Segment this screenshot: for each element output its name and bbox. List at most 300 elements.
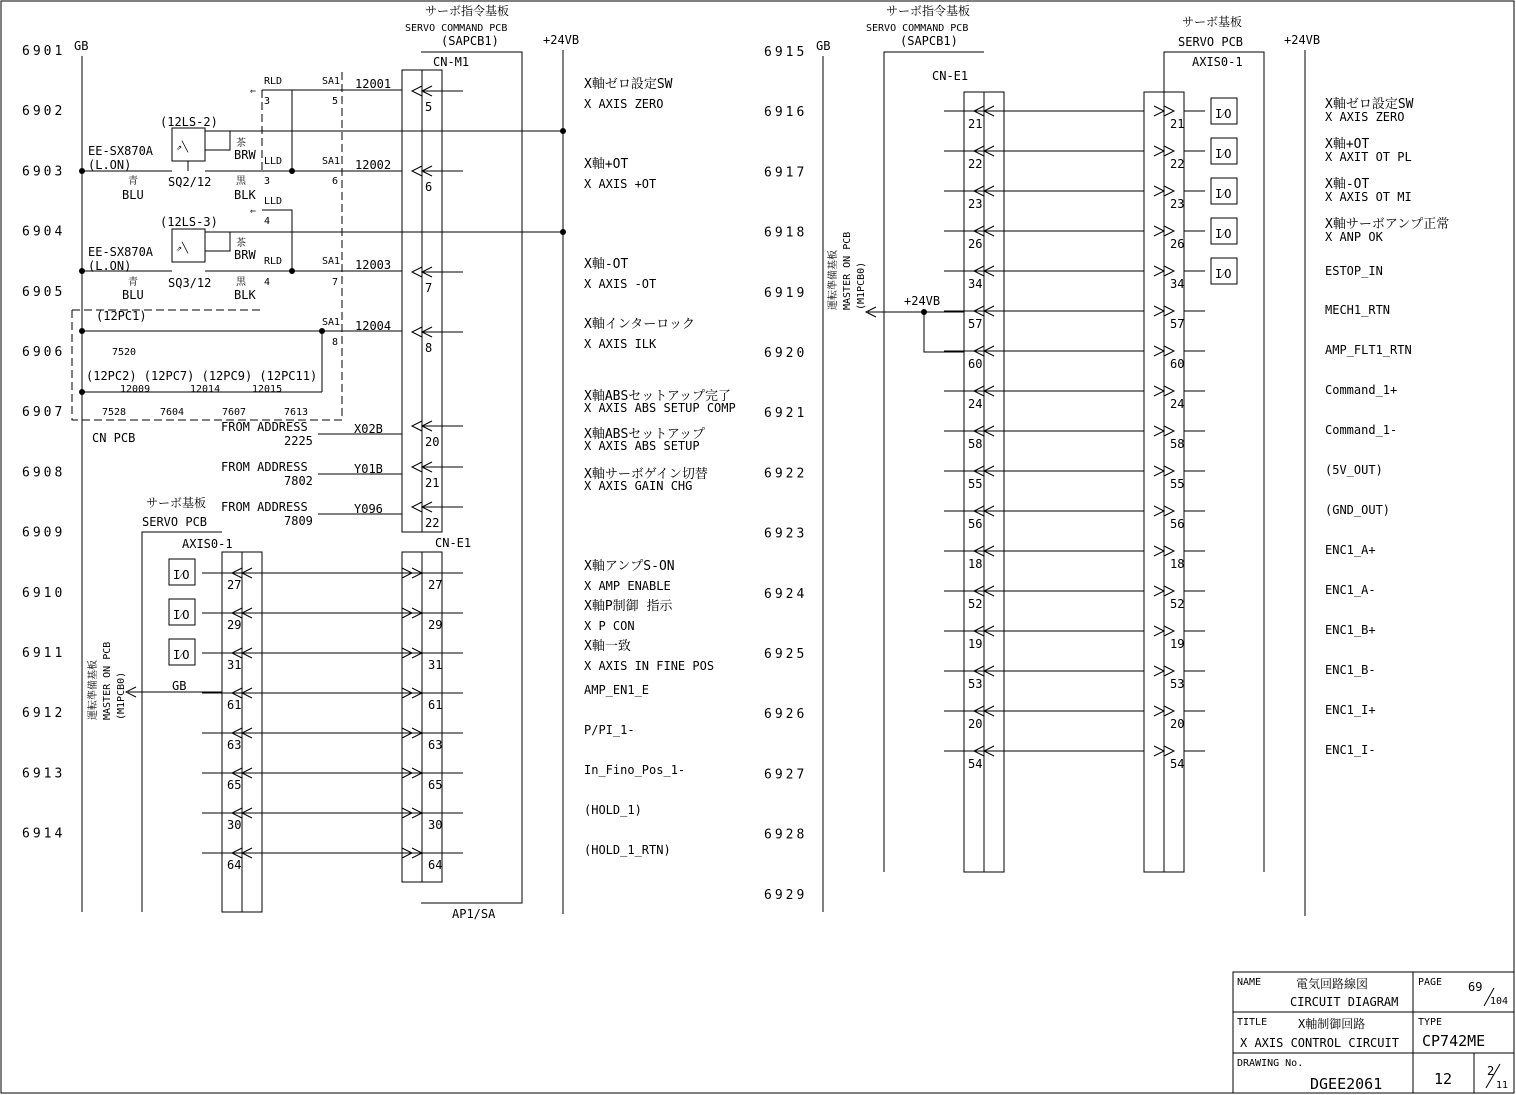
sensor1-model: EE-SX870A [88, 144, 154, 158]
svg-text:CN PCB: CN PCB [92, 431, 136, 445]
line-number: 6912 [22, 706, 66, 722]
pin-number: 8 [425, 341, 433, 355]
pin-number: 30 [227, 818, 242, 832]
pin-number: 34 [968, 277, 983, 291]
line-numbers-right [764, 45, 807, 903]
cmd-board-jp-right: サーボ指令基板 [886, 4, 971, 18]
signal-label: AMP_FLT1_RTN [1325, 343, 1412, 357]
signal-label: AMP_EN1_E [584, 683, 650, 697]
svg-text:青: 青 [128, 277, 138, 288]
line-number: 6923 [764, 526, 808, 542]
pin-number: 31 [428, 658, 443, 672]
line-number: 6928 [764, 827, 808, 843]
svg-text:⇐: ⇐ [250, 206, 257, 217]
cn-m1-pins [412, 86, 463, 530]
line-number: 6911 [22, 646, 66, 661]
arrow [1154, 666, 1164, 676]
svg-text:⇗╲: ⇗╲ [176, 243, 189, 254]
pin-number: 65 [227, 778, 242, 792]
cmd-board-en: SERVO COMMAND PCB [405, 23, 508, 34]
signal-label: Command_1+ [1325, 383, 1398, 397]
arrow [1154, 586, 1164, 596]
arrow [1154, 306, 1164, 316]
pin-number: 22 [968, 157, 983, 171]
svg-text:4: 4 [264, 277, 271, 288]
ap1-label: AP1/SA [452, 907, 496, 921]
cn-m1-label: CN-M1 [433, 55, 470, 69]
pin-number: 27 [227, 578, 242, 592]
pin-number: 5 [425, 100, 433, 114]
line-number: 6903 [22, 164, 66, 180]
pin-number: 21 [1170, 117, 1185, 131]
svg-text:X軸制御回路: X軸制御回路 [1298, 1017, 1366, 1031]
svg-text:2225: 2225 [284, 434, 313, 448]
cmd-board-en-right: SERVO COMMAND PCB [866, 23, 969, 34]
sensor2-ref: (12LS-3) [160, 215, 218, 229]
svg-text:PAGE: PAGE [1418, 977, 1443, 988]
from-address-rows [221, 420, 402, 528]
arrow [412, 462, 422, 472]
svg-text:青: 青 [128, 176, 138, 187]
svg-text:X AXIS CONTROL CIRCUIT: X AXIS CONTROL CIRCUIT [1240, 1036, 1399, 1050]
line-number: 6906 [22, 345, 66, 360]
pin-number: 64 [428, 858, 443, 872]
line-number: 6909 [22, 525, 66, 541]
pin-number: 24 [968, 397, 983, 411]
line-number: 6917 [764, 165, 808, 181]
m1-wire-rows [322, 77, 402, 333]
pin-number: 20 [1170, 717, 1185, 731]
pin-number: 55 [1170, 477, 1185, 491]
svg-text:Y01B: Y01B [354, 462, 383, 476]
signal-en: X AXIS ABS SETUP [584, 439, 700, 453]
pin-number: 19 [968, 637, 983, 651]
svg-text:黒: 黒 [236, 277, 246, 288]
sensor1-sq: SQ2/12 [168, 175, 212, 189]
svg-text:7528: 7528 [102, 407, 127, 418]
arrow [1154, 546, 1164, 556]
io-icon: I⁄O [1215, 107, 1232, 121]
signal-en: X AXIS ILK [584, 337, 657, 351]
arrow [1154, 346, 1164, 356]
pin-number: 63 [227, 738, 242, 752]
svg-text:黒: 黒 [236, 176, 246, 187]
signal-en: X ANP OK [1325, 230, 1383, 244]
svg-text:SA1: SA1 [322, 317, 341, 328]
arrow [1154, 266, 1164, 276]
signal-jp: X軸+OT [1325, 137, 1370, 152]
line-number: 6913 [22, 766, 66, 782]
arrow [1164, 346, 1174, 356]
signal-en: X AXIS +OT [584, 177, 657, 191]
arrow [1154, 466, 1164, 476]
line-number: 6914 [22, 826, 66, 842]
svg-text:7520: 7520 [112, 347, 137, 358]
svg-text:7604: 7604 [160, 407, 185, 418]
line-number: 6904 [22, 224, 66, 240]
arrow [1164, 746, 1174, 756]
arrow [1164, 666, 1174, 676]
svg-text:8: 8 [332, 337, 339, 348]
pin-number: 54 [968, 757, 983, 771]
svg-text:12009: 12009 [120, 384, 151, 395]
svg-text:RLD: RLD [264, 76, 283, 87]
sensor1-ref: (12LS-2) [160, 115, 218, 129]
line-number: 6921 [764, 406, 808, 422]
svg-text:7802: 7802 [284, 474, 313, 488]
pin-number: 55 [968, 477, 983, 491]
svg-text:11: 11 [1496, 1080, 1509, 1091]
signal-label: ENC1_B+ [1325, 623, 1376, 637]
cn-e1-label: CN-E1 [435, 536, 472, 550]
arrow [1164, 106, 1174, 116]
signal-jp: X軸ABSセットアップ [584, 427, 706, 442]
arrow [412, 166, 422, 176]
servo-pcb-outline-right [1164, 52, 1264, 872]
line-number: 6907 [22, 405, 66, 421]
svg-text:12014: 12014 [190, 384, 221, 395]
cmd-board-jp: サーボ指令基板 [425, 4, 510, 18]
signal-en: X AXIS ZERO [1325, 110, 1405, 124]
pin-number: 64 [227, 858, 242, 872]
pin-number: 53 [968, 677, 983, 691]
svg-text:12001: 12001 [355, 77, 392, 91]
servo-pcb-en-right: SERVO PCB [1178, 35, 1244, 49]
pin-number: 53 [1170, 677, 1185, 691]
svg-text:MASTER ON PCB: MASTER ON PCB [842, 231, 853, 310]
sensor2-sq: SQ3/12 [168, 276, 212, 290]
signal-jp: X軸ABSセットアップ完了 [584, 389, 732, 404]
svg-text:DGEE2061: DGEE2061 [1310, 1075, 1383, 1093]
line-number: 6929 [764, 887, 808, 903]
io-icon: I⁄O [1215, 147, 1232, 161]
svg-text:TYPE: TYPE [1418, 1017, 1443, 1028]
io-icon: I⁄O [1215, 227, 1232, 241]
arrow [1164, 266, 1174, 276]
svg-text:SA1: SA1 [322, 256, 341, 267]
svg-text:7: 7 [332, 277, 339, 288]
signal-en: X AXIS ABS SETUP COMP [584, 401, 736, 415]
svg-text:2: 2 [1487, 1064, 1495, 1078]
svg-text:運転準備基板: 運転準備基板 [828, 250, 839, 310]
signal-label: ENC1_A+ [1325, 543, 1376, 557]
signal-label: (HOLD_1_RTN) [584, 843, 671, 857]
signal-jp: X軸インターロック [584, 317, 696, 332]
svg-text:SERVO PCB: SERVO PCB [142, 515, 208, 529]
signal-label: ESTOP_IN [1325, 264, 1383, 278]
io-icon: I⁄O [1215, 267, 1232, 281]
pin-number: 7 [425, 281, 433, 295]
arrow [412, 502, 422, 512]
svg-text:12: 12 [1434, 1070, 1453, 1088]
gb-label-left: GB [74, 39, 89, 53]
svg-text:12004: 12004 [355, 319, 392, 333]
line-number: 6908 [22, 465, 66, 481]
svg-text:TITLE: TITLE [1237, 1017, 1268, 1028]
signal-label: ENC1_I+ [1325, 703, 1376, 717]
svg-text:7613: 7613 [284, 407, 309, 418]
pin-number: 57 [1170, 317, 1185, 331]
signal-label: ENC1_I- [1325, 743, 1376, 757]
svg-text:69: 69 [1468, 980, 1483, 994]
svg-text:NAME: NAME [1237, 977, 1262, 988]
pin-number: 23 [1170, 197, 1185, 211]
arrow [1164, 626, 1174, 636]
pin-number: 29 [428, 618, 443, 632]
signal-label: In_Fino_Pos_1- [584, 763, 686, 777]
pin-number: 54 [1170, 757, 1185, 771]
line-number: 6918 [764, 225, 808, 241]
io-icon: I⁄O [173, 568, 190, 582]
line-number: 6922 [764, 466, 808, 482]
arrow [412, 421, 422, 431]
pin-number: 23 [968, 197, 983, 211]
sensor2-lon: (L.ON) [88, 259, 132, 273]
svg-text:Y096: Y096 [354, 502, 383, 516]
arrow [1154, 106, 1164, 116]
signal-en: X AXIS -OT [584, 277, 657, 291]
io-icon: I⁄O [1215, 187, 1232, 201]
svg-text:GB: GB [172, 679, 187, 693]
pin-number: 26 [968, 237, 983, 251]
sensor2-model: EE-SX870A [88, 245, 154, 259]
signal-label: ENC1_B- [1325, 663, 1376, 677]
signal-jp: X軸+OT [584, 157, 629, 172]
pin-number: 60 [1170, 357, 1185, 371]
pin-number: 24 [1170, 397, 1185, 411]
svg-text:(12PC2) (12PC7) (12PC9) (12PC1: (12PC2) (12PC7) (12PC9) (12PC11) [86, 369, 318, 383]
line-number: 6902 [22, 104, 66, 120]
svg-text:⇗╲: ⇗╲ [176, 142, 189, 153]
arrow [1154, 226, 1164, 236]
signal-jp: X軸サーボアンプ正常 [1325, 217, 1450, 232]
signal-jp: X軸一致 [584, 639, 631, 654]
arrow [1164, 546, 1174, 556]
svg-text:3: 3 [264, 96, 271, 107]
pin-number: 19 [1170, 637, 1185, 651]
arrow [1154, 506, 1164, 516]
line-number: 6927 [764, 767, 808, 783]
line-numbers-left [22, 44, 65, 842]
signal-en: X AXIT OT PL [1325, 150, 1412, 164]
signal-jp: X軸ゼロ設定SW [584, 77, 673, 92]
svg-text:サーボ基板: サーボ基板 [146, 496, 207, 510]
pin-number: 60 [968, 357, 983, 371]
pin-number: 52 [1170, 597, 1185, 611]
arrow [1164, 506, 1174, 516]
svg-text:RLD: RLD [264, 256, 283, 267]
line-number: 6901 [22, 44, 66, 59]
pin-number: 52 [968, 597, 983, 611]
signal-label: ENC1_A- [1325, 583, 1376, 597]
pin-number: 61 [227, 698, 242, 712]
svg-text:⇐: ⇐ [250, 86, 257, 97]
arrow [1164, 146, 1174, 156]
arrow [412, 267, 422, 277]
pin-number: 58 [1170, 437, 1185, 451]
line-number: 6926 [764, 707, 808, 723]
svg-text:(M1PCB0): (M1PCB0) [116, 671, 127, 720]
signal-label: P/PI_1- [584, 723, 635, 737]
svg-text:CIRCUIT DIAGRAM: CIRCUIT DIAGRAM [1290, 995, 1399, 1009]
arrow [1154, 146, 1164, 156]
pin-number: 31 [227, 658, 242, 672]
svg-text:(12PC1): (12PC1) [96, 309, 147, 323]
svg-text:FROM ADDRESS: FROM ADDRESS [221, 500, 308, 514]
arrow [1164, 226, 1174, 236]
title-block [1233, 972, 1514, 1093]
cn-e1-label-right: CN-E1 [932, 69, 969, 83]
gb-label-right: GB [816, 39, 831, 53]
axis-label-right: AXIS0-1 [1192, 55, 1243, 69]
pin-number: 63 [428, 738, 443, 752]
arrow [1164, 466, 1174, 476]
svg-text:5: 5 [332, 96, 339, 107]
svg-text:MASTER ON PCB: MASTER ON PCB [102, 641, 113, 720]
svg-text:BLU: BLU [122, 188, 144, 202]
cn-e1-pins [202, 568, 463, 872]
v24-label-right: +24VB [1284, 33, 1321, 47]
arrow [1164, 186, 1174, 196]
arrow [1164, 306, 1174, 316]
svg-text:12015: 12015 [252, 384, 283, 395]
right-pin-rows [944, 106, 1205, 771]
pin-number: 58 [968, 437, 983, 451]
arrow [1154, 426, 1164, 436]
pin-number: 18 [968, 557, 983, 571]
svg-text:12002: 12002 [355, 158, 392, 172]
signal-descriptions-right [1325, 96, 1449, 757]
pin-number: 56 [1170, 517, 1185, 531]
svg-text:運転準備基板: 運転準備基板 [88, 660, 99, 720]
svg-text:BLK: BLK [234, 288, 256, 302]
pin-number: 21 [425, 476, 440, 490]
svg-text:電気回路線図: 電気回路線図 [1296, 977, 1369, 991]
arrow [1154, 706, 1164, 716]
svg-text:7809: 7809 [284, 514, 313, 528]
signal-label: (HOLD_1) [584, 803, 642, 817]
line-number: 6916 [764, 105, 808, 121]
arrow [1154, 746, 1164, 756]
svg-text:SA1: SA1 [322, 76, 341, 87]
signal-jp: X軸アンプS-ON [584, 559, 675, 574]
signal-label: (GND_OUT) [1325, 503, 1391, 517]
svg-text:BRW: BRW [234, 148, 256, 162]
cmd-board-code-right: (SAPCB1) [900, 34, 958, 48]
arrow [1164, 426, 1174, 436]
master-on-pcb-right [826, 232, 964, 352]
svg-text:3: 3 [264, 176, 271, 187]
signal-label: (5V_OUT) [1325, 463, 1383, 477]
io-symbols-right [1211, 98, 1237, 284]
svg-text:6: 6 [332, 176, 339, 187]
pin-number: 61 [428, 698, 443, 712]
signal-en: X P CON [584, 619, 635, 633]
svg-text:BLU: BLU [122, 288, 144, 302]
svg-text:CP742ME: CP742ME [1422, 1032, 1486, 1050]
io-icon: I⁄O [173, 608, 190, 622]
signal-jp: X軸ゼロ設定SW [1325, 97, 1414, 112]
svg-text:茶: 茶 [236, 138, 246, 149]
arrow [1164, 386, 1174, 396]
pin-number: 27 [428, 578, 443, 592]
arrow [412, 327, 422, 337]
svg-text:FROM ADDRESS: FROM ADDRESS [221, 420, 308, 434]
pin-number: 34 [1170, 277, 1185, 291]
signal-en: X AXIS ZERO [584, 97, 664, 111]
arrow [1164, 586, 1174, 596]
pin-number: 6 [425, 180, 433, 194]
line-number: 6910 [22, 585, 66, 601]
io-icon: I⁄O [173, 648, 190, 662]
line-number: 6925 [764, 647, 808, 662]
v24-label-left: +24VB [543, 33, 580, 47]
svg-text:SA1: SA1 [322, 156, 341, 167]
signal-en: X AMP ENABLE [584, 579, 671, 593]
pin-number: 22 [425, 516, 440, 530]
pin-number: 65 [428, 778, 443, 792]
svg-text:茶: 茶 [236, 238, 246, 249]
pin-number: 30 [428, 818, 443, 832]
line-number: 6905 [22, 284, 66, 300]
pin-number: 56 [968, 517, 983, 531]
svg-text:AXIS0-1: AXIS0-1 [182, 537, 233, 551]
svg-text:(M1PCB0): (M1PCB0) [856, 261, 867, 310]
signal-label: MECH1_RTN [1325, 303, 1391, 317]
arrow [1154, 186, 1164, 196]
svg-text:+24VB: +24VB [904, 294, 941, 308]
svg-text:4: 4 [264, 216, 271, 227]
signal-en: X AXIS GAIN CHG [584, 479, 693, 493]
signal-jp: X軸-OT [1325, 177, 1370, 192]
svg-text:FROM ADDRESS: FROM ADDRESS [221, 460, 308, 474]
signal-en: X AXIS OT MI [1325, 190, 1412, 204]
arrow [1154, 386, 1164, 396]
cmd-board-code: (SAPCB1) [441, 34, 499, 48]
pin-number: 21 [968, 117, 983, 131]
svg-text:X02B: X02B [354, 422, 383, 436]
svg-text:LLD: LLD [264, 196, 283, 207]
signal-jp: X軸-OT [584, 257, 629, 272]
svg-text:104: 104 [1490, 996, 1509, 1007]
signal-label: Command_1- [1325, 423, 1398, 437]
servo-pcb-jp-right: サーボ基板 [1182, 15, 1243, 29]
arrow [1154, 626, 1164, 636]
pin-number: 22 [1170, 157, 1185, 171]
arrow [1164, 706, 1174, 716]
line-number: 6915 [764, 45, 808, 60]
svg-text:LLD: LLD [264, 156, 283, 167]
svg-text:BRW: BRW [234, 248, 256, 262]
signal-jp: X軸サーボゲイン切替 [584, 467, 708, 482]
svg-text:BLK: BLK [234, 188, 256, 202]
signal-descriptions-left [584, 76, 736, 857]
cmd-board-outline-right [884, 52, 984, 872]
sensor1-lon: (L.ON) [88, 158, 132, 172]
pin-number: 26 [1170, 237, 1185, 251]
pin-number: 29 [227, 618, 242, 632]
pin-number: 57 [968, 317, 983, 331]
arrow [412, 86, 422, 96]
line-number: 6924 [764, 586, 808, 602]
signal-jp: X軸P制御 指示 [584, 599, 673, 614]
svg-text:7607: 7607 [222, 407, 247, 418]
svg-text:12003: 12003 [355, 258, 392, 272]
pin-number: 20 [425, 435, 440, 449]
limit-switch-cluster [250, 72, 342, 420]
line-number: 6919 [764, 285, 808, 301]
svg-text:DRAWING No.: DRAWING No. [1237, 1058, 1304, 1069]
